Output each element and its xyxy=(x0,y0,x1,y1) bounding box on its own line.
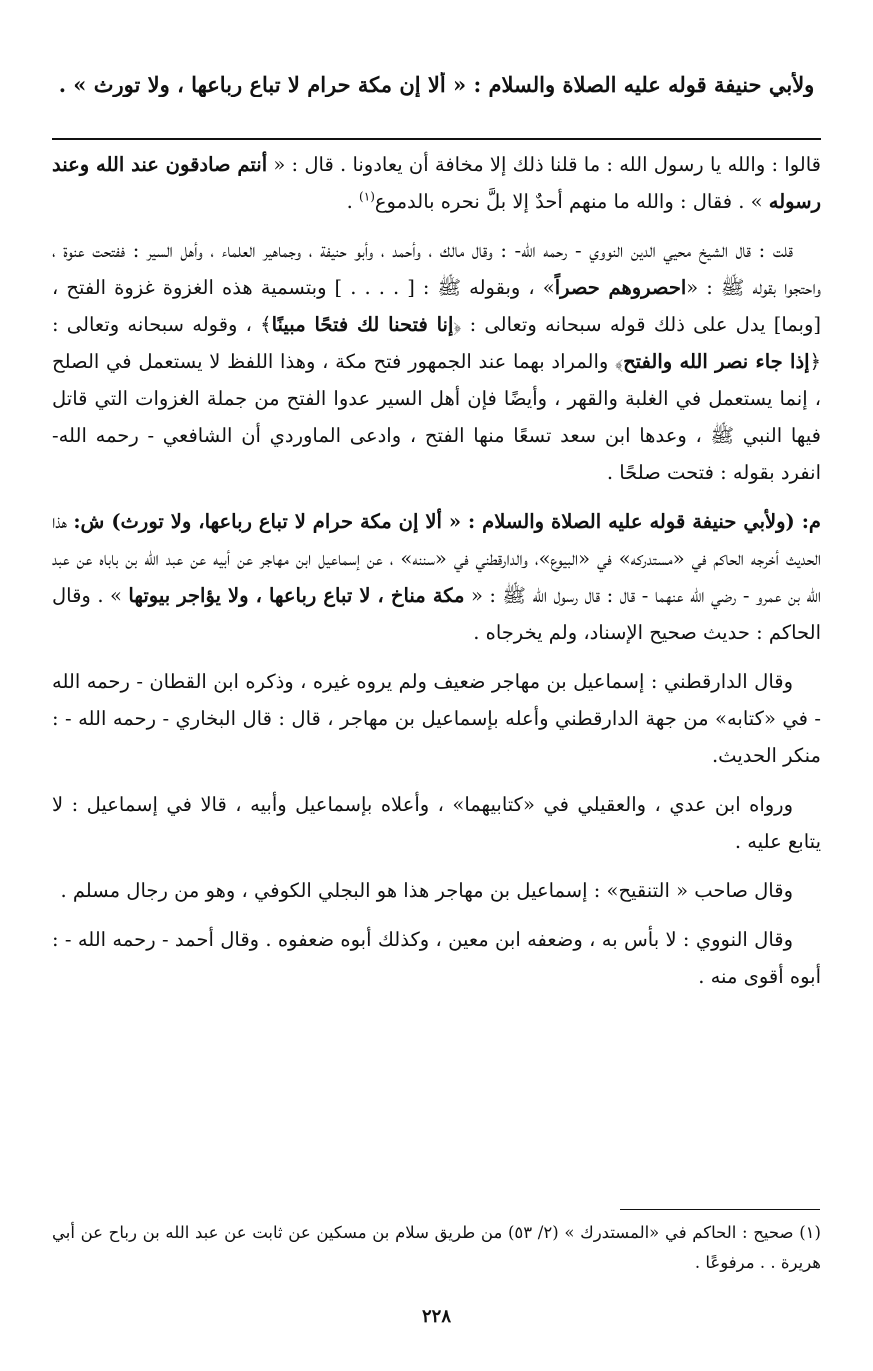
paragraph-4: وقال الدارقطني : إسماعيل بن مهاجر ضعيف ولم يروه غيره ، وذكره ابن القطان - رحمه الله - في «كتابه» من جهة الدارقطني وأعله بإسماعيل بن مهاجر ، قال : قال البخاري - رحمه الله - : منكر الحديث. xyxy=(52,670,821,767)
text-run: » ، وبقوله ﷺ : [ . . . . ] وبتسمية هذه الغزوة غزوة الفتح ، [وبما] يدل على ذلك قوله سبحانه وتعالى : ﴿ xyxy=(52,276,821,336)
text-run: » . وقال الحاكم : حديث صحيح الإسناد، ولم يخرجاه . xyxy=(52,584,821,644)
text-run: ﴾ ، وقوله سبحانه وتعالى : ﴿ xyxy=(52,313,821,373)
text-run: قالوا : والله يا رسول الله : ما قلنا ذلك إلا مخافة أن يعادونا . قال : « xyxy=(267,153,821,176)
hadith-bold: مكة مناخ ، لا تباع رباعها ، ولا يؤاجر بيوتها xyxy=(128,584,465,607)
quran-verse: إنا فتحنا لك فتحًا مبينًا xyxy=(271,313,454,336)
footnote-rule xyxy=(620,1209,820,1210)
text-run: هذا الحديث أخرجه الحاكم في «مستدركه» في «البيوع»، والدارقطني في «سننه» ، عن إسماعيل ابن مهاجر عن أبيه عن عبد الله بن باباه عن عبد الله بن عمرو - رضي الله عنهما - قال : قال رسول الله ﷺ : « xyxy=(52,510,821,607)
text-run: . xyxy=(346,190,360,213)
header-rule xyxy=(52,138,821,140)
text-run: » . فقال : والله ما منهم أحدٌ إلا بلَّ نحره بالدموع xyxy=(374,190,769,213)
paragraph-7: وقال النووي : لا بأس به ، وضعفه ابن معين ، وكذلك أبوه ضعفوه . وقال أحمد - رحمه الله - : أبوه أقوى منه . xyxy=(52,928,821,988)
text-run: ﴾ والمراد بهما عند الجمهور فتح مكة ، وهذا اللفظ لا يستعمل في الصلح ، إنما يستعمل في الغلبة والقهر ، وأيضًا فإن أهل السير عدوا الفتح من جملة الغزوات التي قاتل فيها النبي ﷺ ، وعدها ابن سعد تسعًا منها الفتح ، وادعى الماوردي أن الشافعي - رحمه الله- انفرد بقوله : فتحت صلحًا . xyxy=(52,350,821,484)
matn-bold: م: (ولأبي حنيفة قوله عليه الصلاة والسلام : « ألا إن مكة حرام لا تباع رباعها، ولا تورث) ش: xyxy=(73,510,822,533)
text-run: قلت : قال الشيخ محيي الدين النووي - رحمه الله- : وقال مالك ، وأحمد ، وأبو حنيفة ، وجماهير العلماء ، وأهل السير : ففتحت عنوة ، واحتجوا بقوله ﷺ : « xyxy=(52,239,821,299)
quote-bold: أنتم صادقون عند الله وعند رسوله xyxy=(52,153,821,213)
footnote-ref: (١) xyxy=(359,189,375,204)
page-number: ٢٢٨ xyxy=(421,1306,451,1327)
paragraph-3 xyxy=(52,503,821,651)
paragraph-6: وقال صاحب « التنقيح» : إسماعيل بن مهاجر هذا هو البجلي الكوفي ، وهو من رجال مسلم . xyxy=(60,879,793,902)
body-text xyxy=(52,146,821,1007)
paragraph-1 xyxy=(52,146,821,220)
quote-bold: احصروهم حصراً xyxy=(554,276,687,299)
quran-verse: إذا جاء نصر الله والفتح xyxy=(623,350,810,373)
paragraph-2 xyxy=(52,232,821,491)
paragraph-5: ورواه ابن عدي ، والعقيلي في «كتابيهما» ، وأعلاه بإسماعيل وأبيه ، قالا في إسماعيل : لا يتابع عليه . xyxy=(52,793,821,853)
running-header: ولأبي حنيفة قوله عليه الصلاة والسلام : « ألا إن مكة حرام لا تباع رباعها ، ولا تورث » . xyxy=(58,72,815,97)
footnote: (١) صحيح : الحاكم في «المستدرك » (٢/ ٥٣) من طريق سلام بن مسكين عن ثابت عن عبد الله بن رباح عن أبي هريرة . . مرفوعًا . xyxy=(52,1223,821,1272)
